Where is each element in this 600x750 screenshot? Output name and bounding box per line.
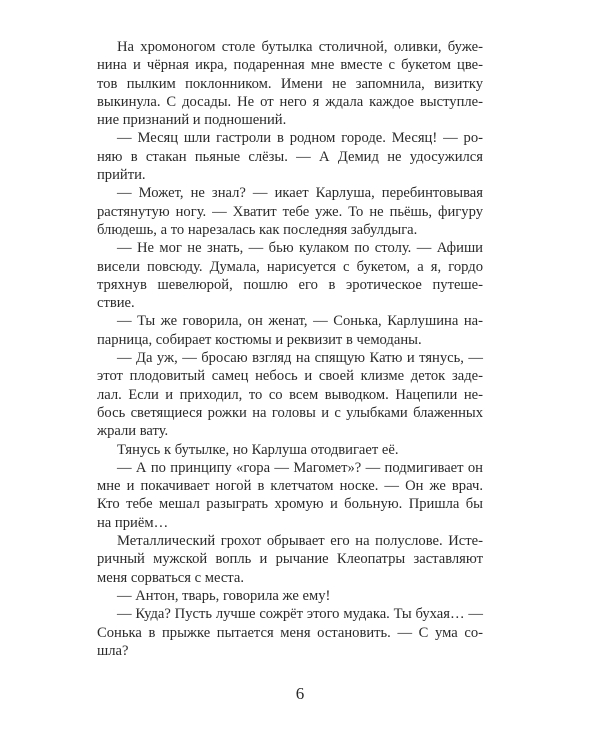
text-line: блюдешь, а то нарезалась как последняя забулдыга.: [97, 221, 418, 238]
text-line: — Антон, тварь, говорила же ему!: [117, 587, 331, 604]
text-line: висели повсюду. Думала, нарисуется с букетом, а я, гордо: [97, 258, 483, 275]
page-number: 6: [295, 684, 305, 703]
text-line: растянутую ногу. — Хватит тебе уже. То не пьёшь, фигуру: [97, 203, 483, 220]
text-line: мне и покачивает ногой в клетчатом носке. — Он же врач.: [97, 478, 483, 495]
text-line: жрали вату.: [97, 423, 169, 440]
text-line: тов пылким поклонником. Имени не запомнила, визитку: [97, 75, 483, 92]
text-line: На хромоногом столе бутылка столичной, оливки, буже-: [117, 39, 483, 55]
text-line: Сонька в прыжке пытается меня остановить. — С ума со-: [97, 624, 483, 641]
text-line: — Может, не знал? — икает Карлуша, перебинтовывая: [117, 185, 483, 202]
text-line: Металлический грохот обрывает его на полуслове. Исте-: [117, 533, 483, 550]
text-line: — Ты же говорила, он женат, — Сонька, Карлушина на-: [117, 313, 483, 330]
text-line: парница, собирает костюмы и реквизит в чемоданы.: [97, 331, 422, 348]
text-line: тряхнув шевелюрой, пошлю его в эротическое путеше-: [97, 276, 483, 293]
text-line: Тянусь к бутылке, но Карлуша отодвигает её.: [117, 441, 399, 458]
text-line: бось светящиеся рожки на головы и с улыбками блаженных: [97, 404, 483, 421]
text-line: няю в стакан пьяные слёзы. — А Демид не удосужился: [97, 148, 483, 165]
body-text: [97, 38, 483, 660]
text-line: прийти.: [97, 167, 146, 184]
text-line: лал. Если и приходил, то со всем выводком. Нацепили не-: [97, 386, 483, 403]
text-line: — Месяц шли гастроли в родном городе. Месяц! — ро-: [117, 130, 483, 147]
text-line: на приём…: [97, 514, 169, 531]
text-line: — А по принципу «гора — Магомет»? — подмигивает он: [117, 459, 483, 476]
text-line: Кто тебе мешал разыграть хромую и больную. Пришла бы: [97, 496, 483, 513]
text-line: шла?: [97, 642, 129, 659]
text-line: ствие.: [97, 295, 135, 312]
text-line: ние признаний и подношений.: [97, 112, 287, 129]
text-line: меня сорваться с места.: [97, 569, 244, 586]
text-line: нина и чёрная икра, подаренная мне вместе с букетом цве-: [97, 57, 483, 74]
text-line: выкинула. С досады. Не от него я ждала каждое выступле-: [97, 93, 483, 110]
text-line: — Да уж, — бросаю взгляд на спящую Катю и тянусь, —: [117, 350, 483, 367]
text-line: — Не мог не знать, — бью кулаком по столу. — Афиши: [117, 240, 483, 257]
text-line: этот плодовитый самец небось и своей клизме деток заде-: [97, 368, 483, 385]
text-line: ричный мужской вопль и рычание Клеопатры заставляют: [97, 551, 483, 568]
text-line: — Куда? Пусть лучше сожрёт этого мудака. Ты бухая… —: [117, 606, 483, 623]
